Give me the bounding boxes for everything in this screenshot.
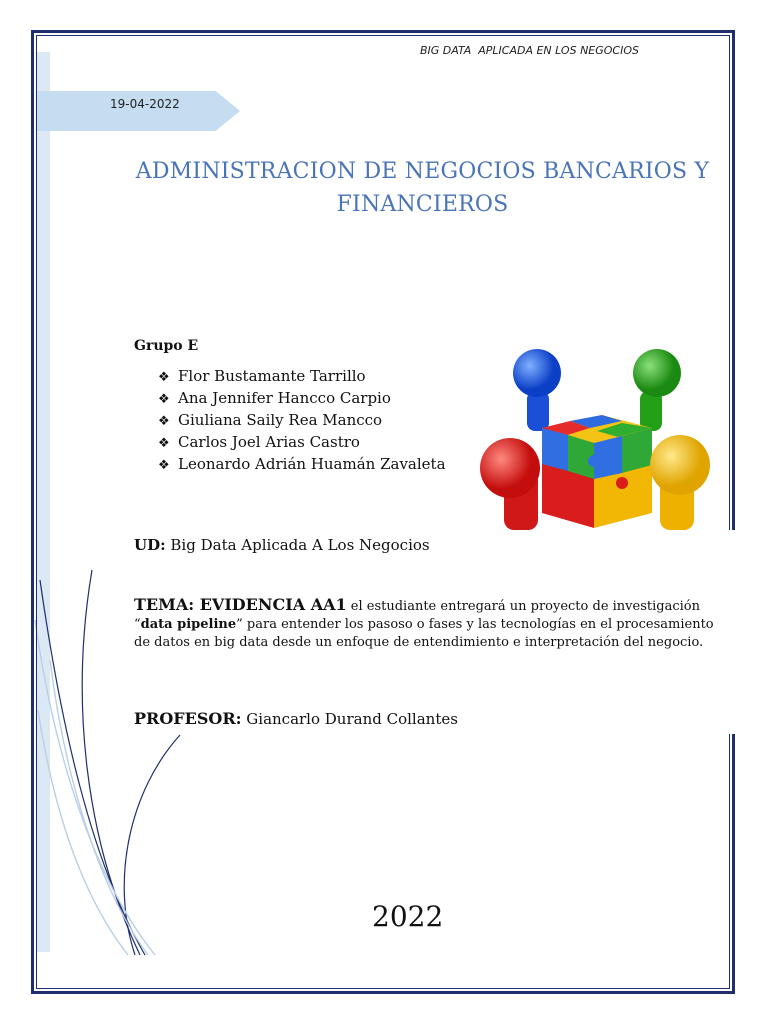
diamond-bullet-icon: ❖: [158, 370, 170, 385]
tema-text-1: el estudiante entregará un proyecto de investigación “: [134, 599, 700, 632]
member-name: Giuliana Saily Rea Mancco: [178, 411, 383, 429]
member-item: [158, 366, 446, 388]
document-title: ADMINISTRACION DE NEGOCIOS BANCARIOS Y FINANCIEROS: [135, 159, 710, 217]
header-course-title: BIG DATA APLICADA EN LOS NEGOCIOS: [420, 44, 639, 57]
blue-figure-body: [527, 391, 549, 431]
diamond-bullet-icon: ❖: [158, 436, 170, 451]
member-name: Carlos Joel Arias Castro: [178, 433, 360, 451]
red-figure-head: [480, 438, 540, 498]
members-list: [158, 366, 446, 476]
puzzle-teamwork-illustration: [472, 343, 734, 530]
profesor-label: PROFESOR:: [134, 709, 242, 728]
blue-figure-head: [513, 349, 561, 397]
ud-line: [134, 536, 430, 554]
diamond-bullet-icon: ❖: [158, 392, 170, 407]
date-text: 19-04-2022: [110, 97, 180, 111]
profesor-value: Giancarlo Durand Collantes: [241, 710, 458, 728]
ud-label: UD:: [134, 536, 166, 554]
member-item: [158, 410, 446, 432]
member-name: Leonardo Adrián Huamán Zavaleta: [178, 455, 446, 473]
member-name: Ana Jennifer Hancco Carpio: [178, 389, 391, 407]
yellow-figure-head: [650, 435, 710, 495]
group-label: Grupo E: [134, 338, 199, 354]
ud-value: Big Data Aplicada A Los Negocios: [165, 536, 430, 554]
tema-text-2: ” para entender los pasoso o fases y las tecnologías en el procesamiento de datos en big data desde un enfoque de entendimiento e interpretación del negocio.: [134, 617, 714, 650]
green-figure-head: [633, 349, 681, 397]
year-text: 2022: [372, 900, 444, 933]
green-figure-body: [640, 391, 662, 431]
diamond-bullet-icon: ❖: [158, 414, 170, 429]
profesor-line: [134, 709, 458, 728]
tema-paragraph: [134, 596, 726, 652]
diamond-bullet-icon: ❖: [158, 458, 170, 473]
tema-bold-term: data pipeline: [140, 617, 237, 632]
member-item: [158, 432, 446, 454]
member-item: [158, 388, 446, 410]
member-item: [158, 454, 446, 476]
member-name: Flor Bustamante Tarrillo: [178, 367, 366, 385]
tema-label: TEMA: EVIDENCIA AA1: [134, 595, 347, 614]
